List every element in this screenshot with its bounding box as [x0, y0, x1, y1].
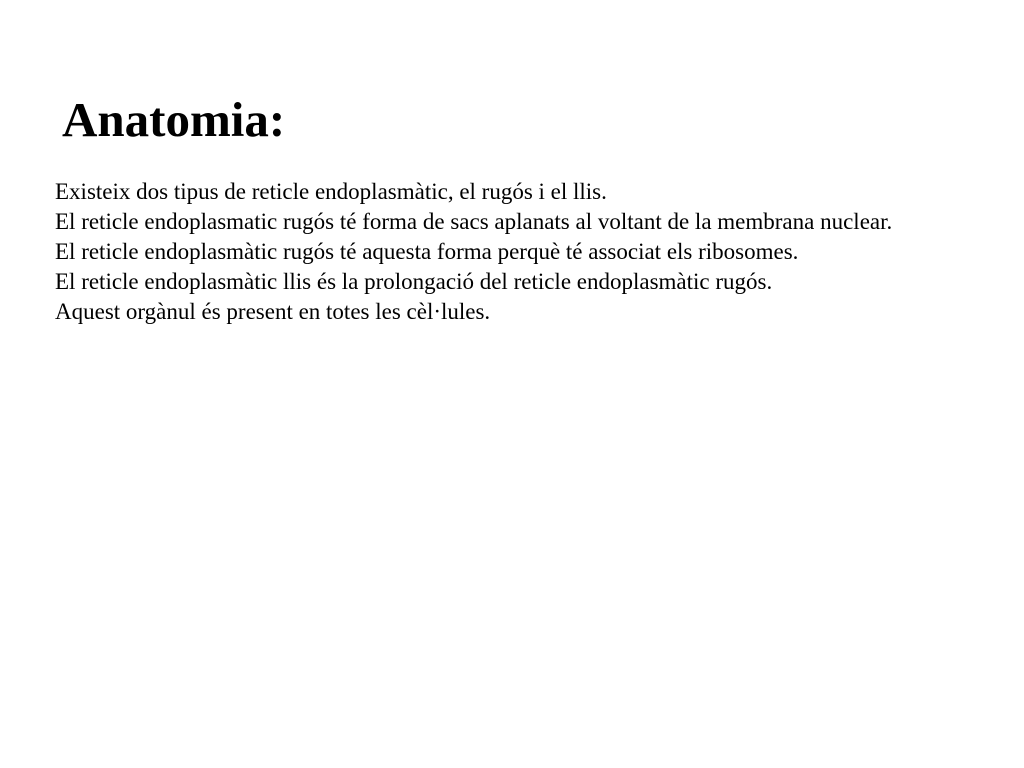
body-paragraph: El reticle endoplasmatic rugós té forma de sacs aplanats al voltant de la membrana nuclear. [55, 209, 893, 234]
slide-title: Anatomia: [62, 92, 286, 147]
slide-body [55, 177, 935, 327]
body-paragraph: El reticle endoplasmàtic llis és la prolongació del reticle endoplasmàtic rugós. [55, 269, 773, 294]
body-paragraph: Existeix dos tipus de reticle endoplasmàtic, el rugós i el llis. [55, 179, 607, 204]
body-paragraph: El reticle endoplasmàtic rugós té aquesta forma perquè té associat els ribosomes. [55, 239, 799, 264]
body-paragraph: Aquest orgànul és present en totes les cèl·lules. [55, 299, 491, 324]
